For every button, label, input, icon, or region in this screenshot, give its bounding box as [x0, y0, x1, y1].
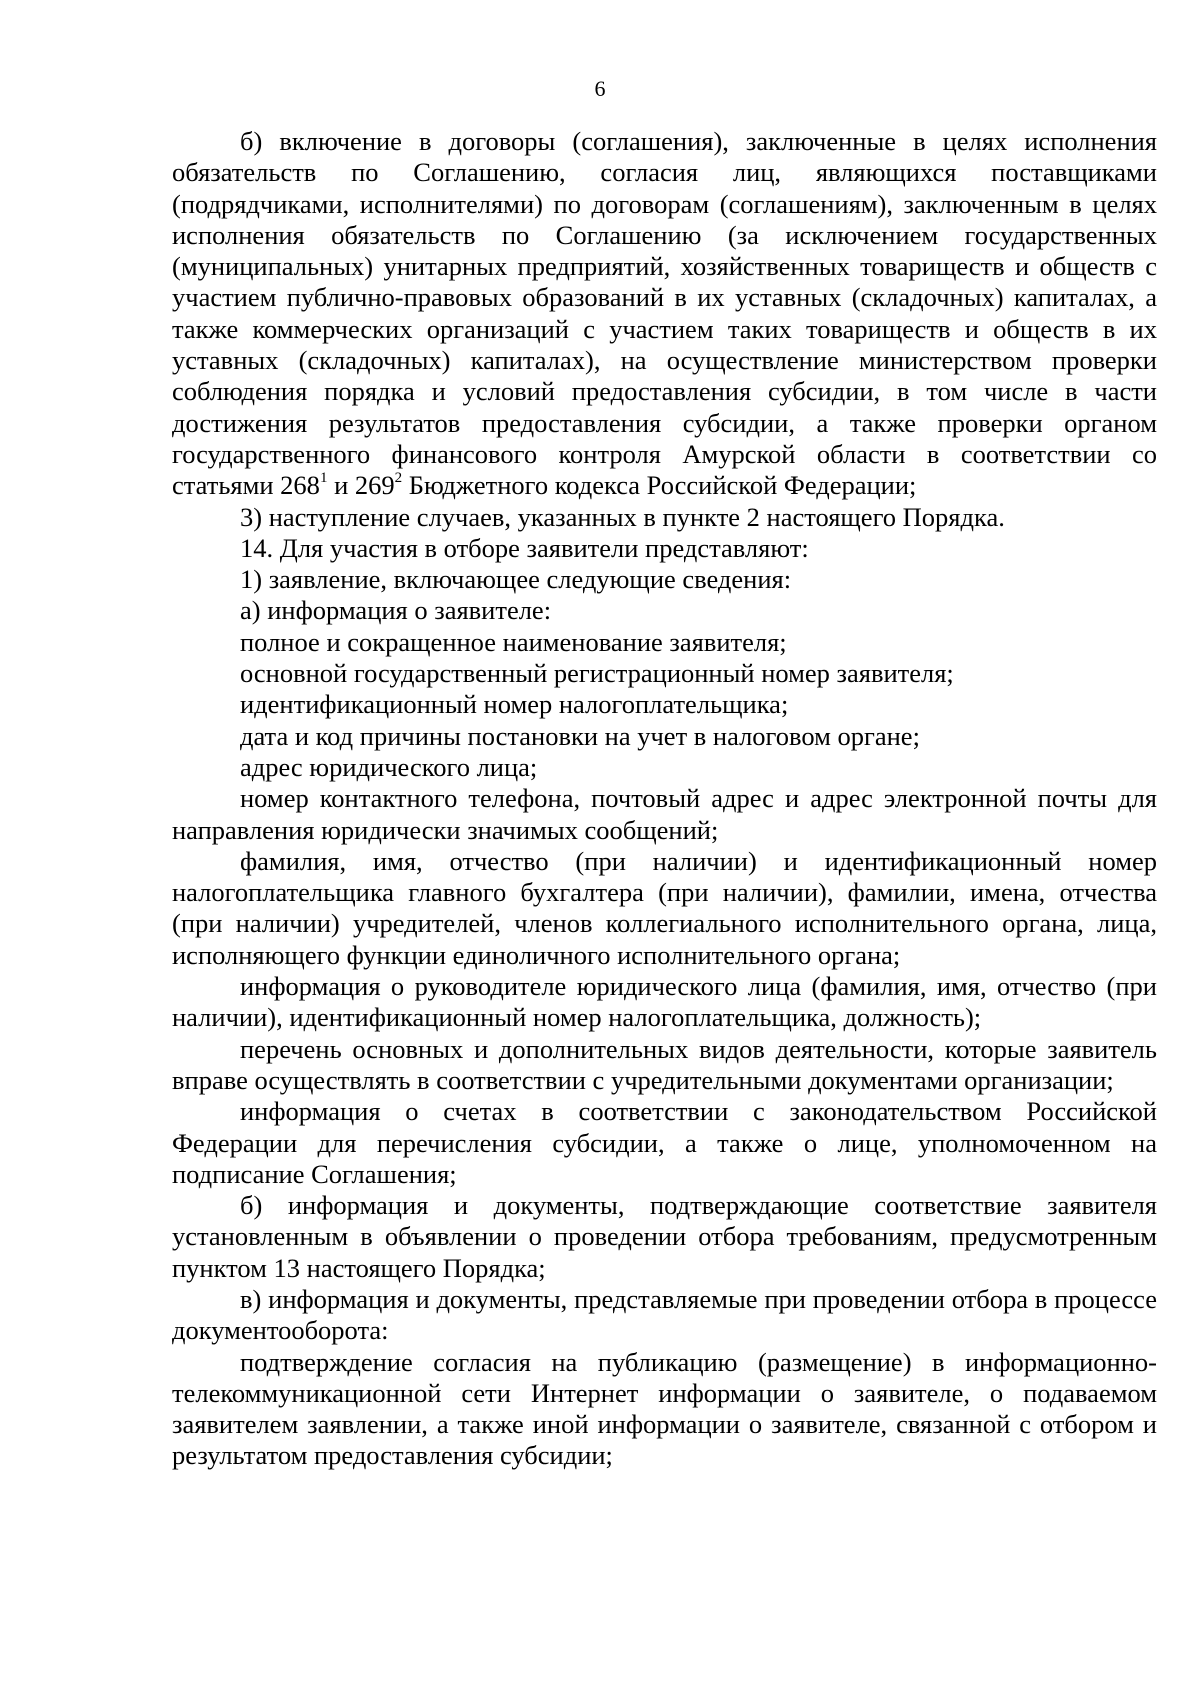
paragraph-section-14: 14. Для участия в отборе заявители представляют: — [240, 532, 809, 563]
paragraph-requirements: б) информация и документы, подтверждающие соответствие заявителя установленным в объявлении о проведении отбора требованиям, предусмотренным пунктом 13 настоящего Порядка; — [172, 1190, 1157, 1283]
list-item: полное и сокращенное наименование заявителя; — [240, 626, 787, 657]
list-item: информация о руководителе юридического лица (фамилия, имя, отчество (при наличии), идентификационный номер налогоплательщика, должность); — [172, 971, 1157, 1033]
paragraph-publication-consent: подтверждение согласия на публикацию (размещение) в информационно-телекоммуникационной сети Интернет информации о заявителе, о подаваемом заявителем заявлении, а также иной информации о заявителе, связанной с отбором и результатом предоставления субсидии; — [172, 1346, 1157, 1471]
paragraph-application: 1) заявление, включающее следующие сведения: — [240, 564, 792, 595]
list-item: основной государственный регистрационный номер заявителя; — [240, 658, 954, 689]
list-item: дата и код причины постановки на учет в налоговом органе; — [240, 720, 920, 751]
paragraph-text: Бюджетного кодекса Российской Федерации; — [402, 470, 917, 501]
page-number: 6 — [594, 76, 606, 101]
paragraph-applicant-info: а) информация о заявителе: — [240, 595, 552, 626]
list-item: номер контактного телефона, почтовый адрес и адрес электронной почты для направления юридически значимых сообщений; — [172, 783, 1157, 845]
list-item: фамилия, имя, отчество (при наличии) и идентификационный номер налогоплательщика главного бухгалтера (при наличии), фамилии, имена, отчества (при наличии) учредителей, членов коллегиального исполнительного органа, лица, исполняющего функции единоличного исполнительного органа; — [172, 845, 1157, 970]
paragraph-document-flow: в) информация и документы, представляемые при проведении отбора в процессе документооборота: — [172, 1283, 1157, 1346]
paragraph-text: и 269 — [327, 470, 395, 501]
document-body — [172, 126, 1157, 1472]
superscript: 1 — [319, 470, 328, 487]
paragraph-item-3: 3) наступление случаев, указанных в пункте 2 настоящего Порядка. — [240, 501, 1005, 532]
list-item: идентификационный номер налогоплательщика; — [240, 689, 789, 720]
list-item: информация о счетах в соответствии с законодательством Российской Федерации для перечисления субсидии, а также о лице, уполномоченном на подписание Соглашения; — [172, 1096, 1157, 1189]
list-item: перечень основных и дополнительных видов деятельности, которые заявитель вправе осуществлять в соответствии с учредительными документами организации; — [172, 1033, 1157, 1095]
paragraph-consent-inspection — [172, 126, 1157, 502]
list-item: адрес юридического лица; — [240, 751, 538, 782]
paragraph-text: б) включение в договоры (соглашения), заключенные в целях исполнения обязательств по Соглашению, согласия лиц, являющихся поставщиками (подрядчиками, исполнителями) по договорам (соглашениям), заключенным в целях исполнения обязательств по Соглашению (за исключением государственных (муниципальных) унитарных предприятий, хозяйственных товариществ и обществ с участием публично-правовых образований в их уставных (складочных) капиталах, а также коммерческих организаций с участием таких товариществ и обществ в их уставных (складочных) капиталах), на осуществление министерством проверки соблюдения порядка и условий предоставления субсидии, в том числе в части достижения результатов предоставления субсидии, а также проверки органом государственного финансового контроля Амурской области в соответствии со статьями 268 — [172, 126, 1157, 501]
superscript: 2 — [394, 470, 403, 487]
